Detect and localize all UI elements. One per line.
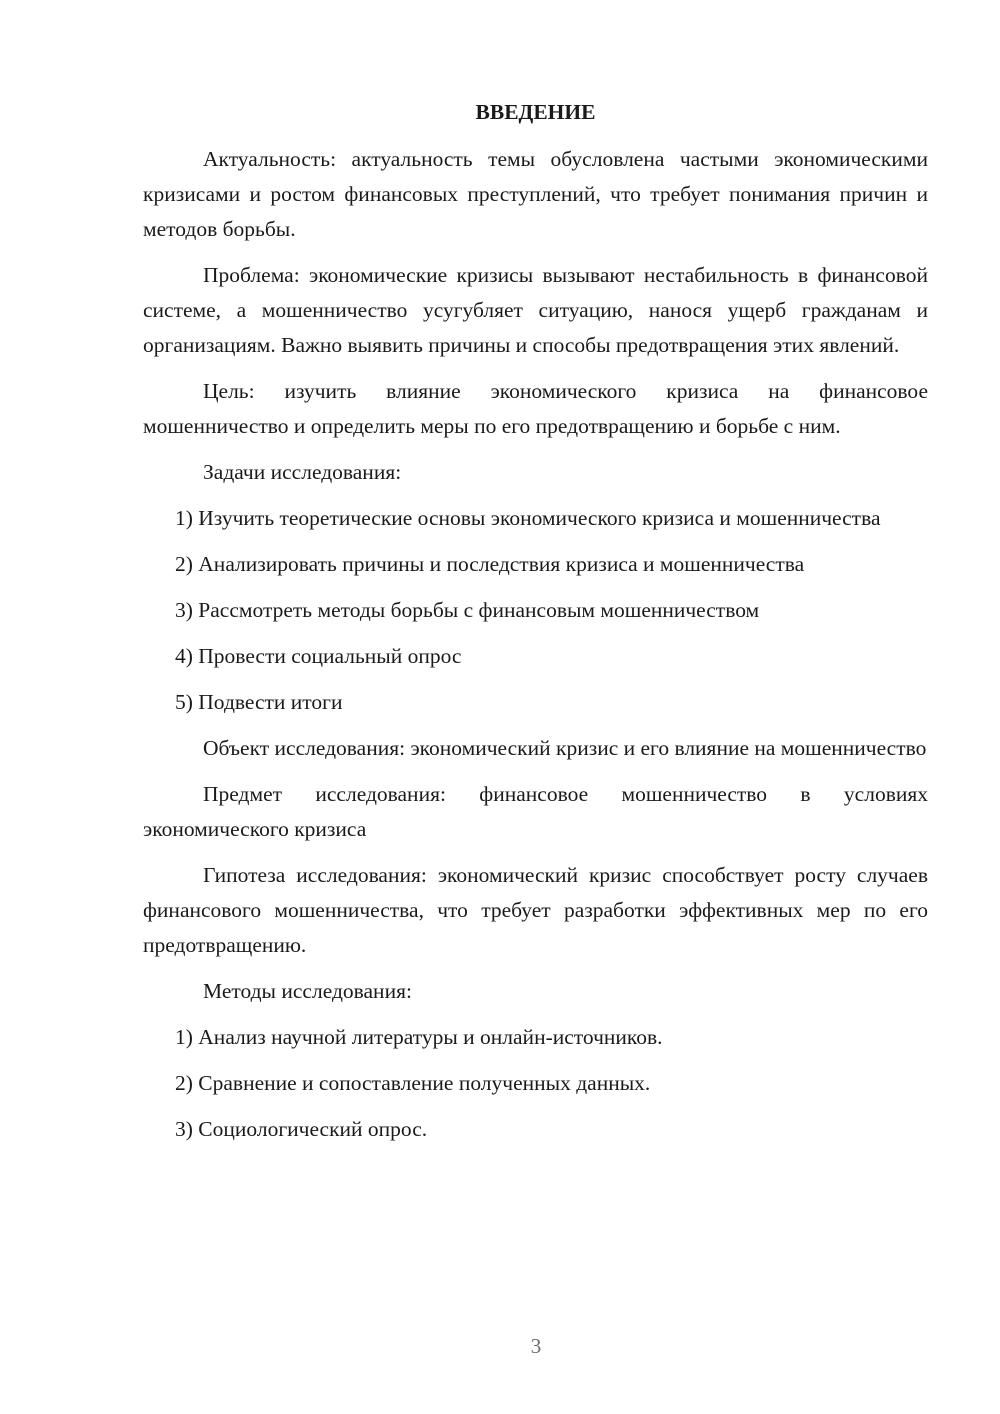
section-title: ВВЕДЕНИЕ	[475, 100, 596, 124]
methods-heading: Методы исследования:	[203, 979, 412, 1003]
problem-paragraph: Проблема: экономические кризисы вызывают нестабильность в финансовой системе, а мошенничество усугубляет ситуацию, нанося ущерб гражданам и организациям. Важно выявить причины и способы предотвращения этих явлений.	[143, 263, 928, 357]
subject-paragraph: Предмет исследования: финансовое мошенничество в условиях экономического кризиса	[143, 782, 928, 841]
method-item: 2) Сравнение и сопоставление полученных данных.	[175, 1071, 651, 1095]
tasks-list	[143, 501, 928, 720]
task-item: 4) Провести социальный опрос	[175, 644, 462, 668]
methods-list	[143, 1020, 928, 1147]
page-content	[143, 95, 928, 1158]
method-item: 3) Социологический опрос.	[175, 1117, 428, 1141]
goal-paragraph: Цель: изучить влияние экономического кризиса на финансовое мошенничество и определить меры по его предотвращению и борьбе с ним.	[143, 379, 928, 438]
task-item: 3) Рассмотреть методы борьбы с финансовым мошенничеством	[175, 598, 760, 622]
task-item: 5) Подвести итоги	[175, 690, 343, 714]
page-number: 3	[530, 1334, 542, 1358]
task-item: 2) Анализировать причины и последствия кризиса и мошенничества	[175, 552, 805, 576]
tasks-heading: Задачи исследования:	[203, 460, 402, 484]
task-item: 1) Изучить теоретические основы экономического кризиса и мошенничества	[175, 506, 881, 530]
method-item: 1) Анализ научной литературы и онлайн-источников.	[175, 1025, 663, 1049]
object-paragraph: Объект исследования: экономический кризис и его влияние на мошенничество	[203, 736, 927, 760]
hypothesis-paragraph: Гипотеза исследования: экономический кризис способствует росту случаев финансового мошенничества, что требует разработки эффективных мер по его предотвращению.	[143, 863, 928, 957]
relevance-paragraph: Актуальность: актуальность темы обусловлена частыми экономическими кризисами и ростом финансовых преступлений, что требует понимания причин и методов борьбы.	[143, 147, 928, 241]
